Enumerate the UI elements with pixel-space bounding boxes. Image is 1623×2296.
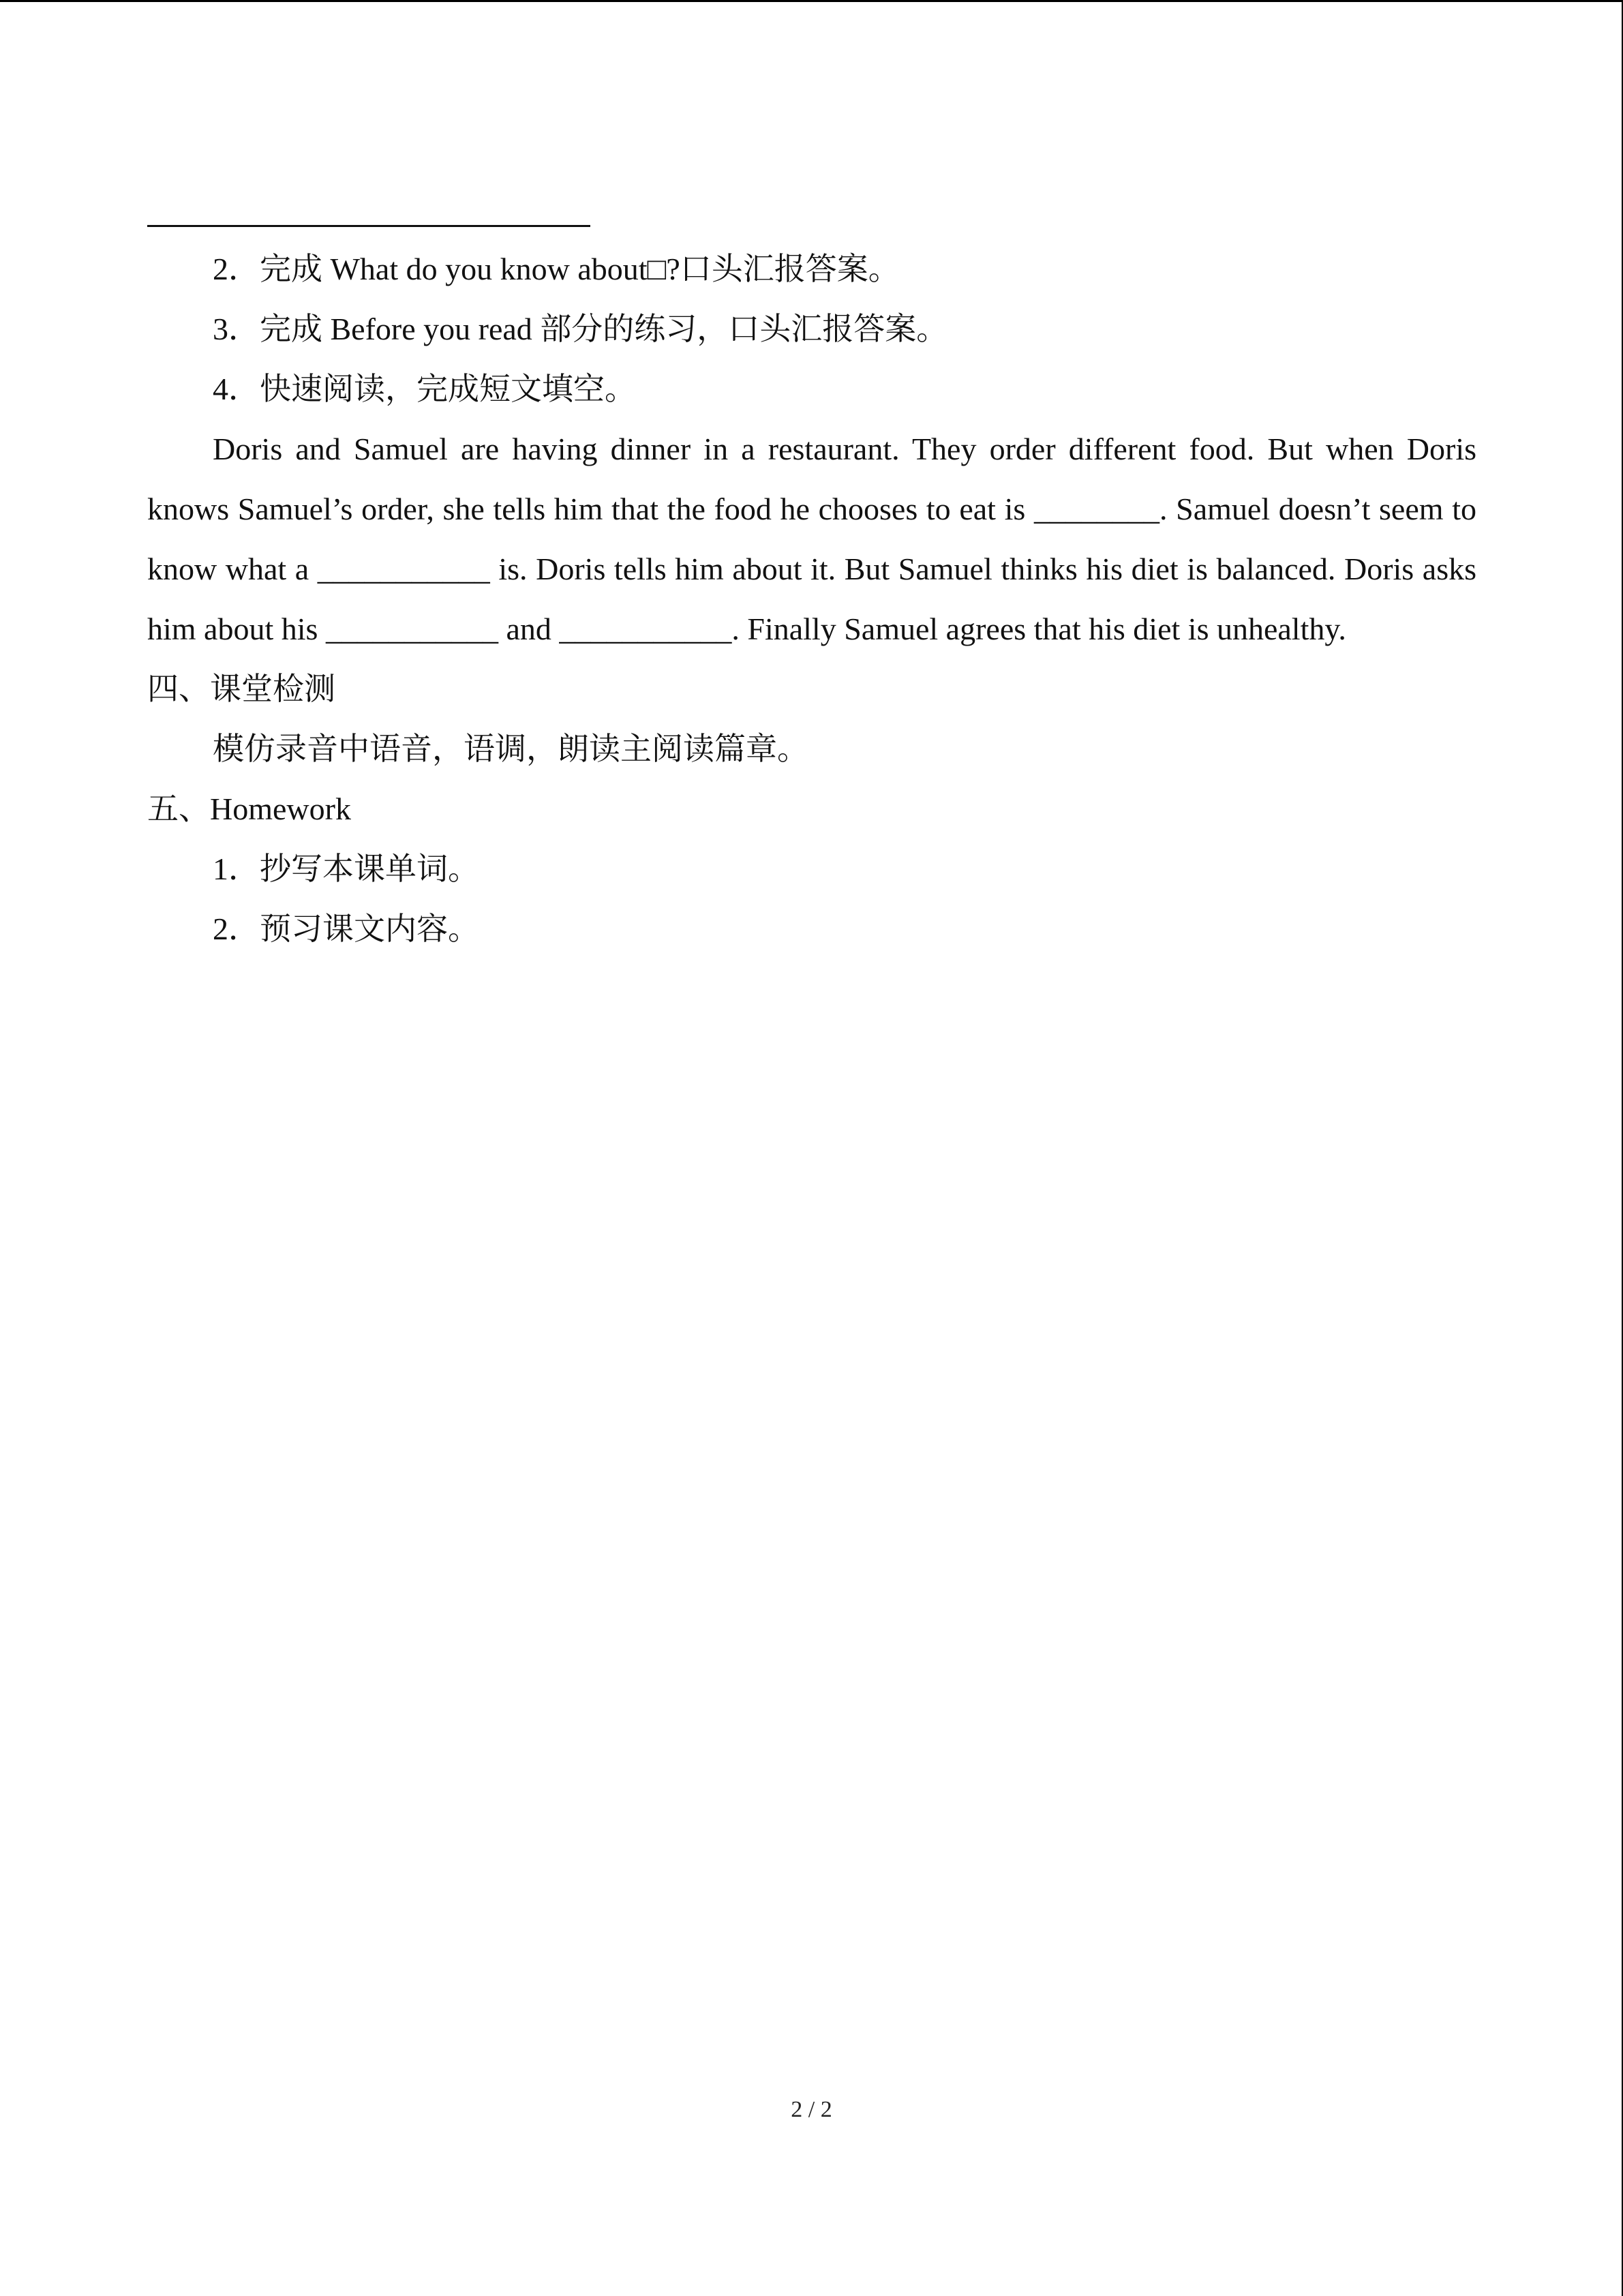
section-five-title: 五、Homework [147, 791, 351, 826]
page-number: 2 / 2 [791, 2097, 832, 2122]
item-4: 4．快速阅读，完成短文填空。 [213, 372, 636, 406]
section-four-body: 模仿录音中语音，语调，朗读主阅读篇章。 [213, 731, 808, 766]
document-content [147, 225, 1476, 959]
passage-paragraph: Doris and Samuel are having dinner in a restaurant. They order different food. But when Doris knows Samuel’s order, she tells him that the food he chooses to eat is ________. Samuel doesn’t seem to know what a ___________ is. Doris tells him about it. But Samuel thinks his diet is balanced. Doris asks him about his ___________ and ___________. Finally Samuel agrees that his diet is unhealthy. [147, 432, 1476, 646]
section-four-title: 四、课堂检测 [147, 671, 335, 706]
item-3: 3．完成 Before you read 部分的练习，口头汇报答案。 [213, 312, 948, 346]
top-rule [147, 225, 590, 227]
item-2: 2．完成 What do you know about□?口头汇报答案。 [213, 252, 900, 286]
homework-item-2: 2．预习课文内容。 [213, 911, 479, 946]
homework-item-1: 1．抄写本课单词。 [213, 851, 479, 886]
